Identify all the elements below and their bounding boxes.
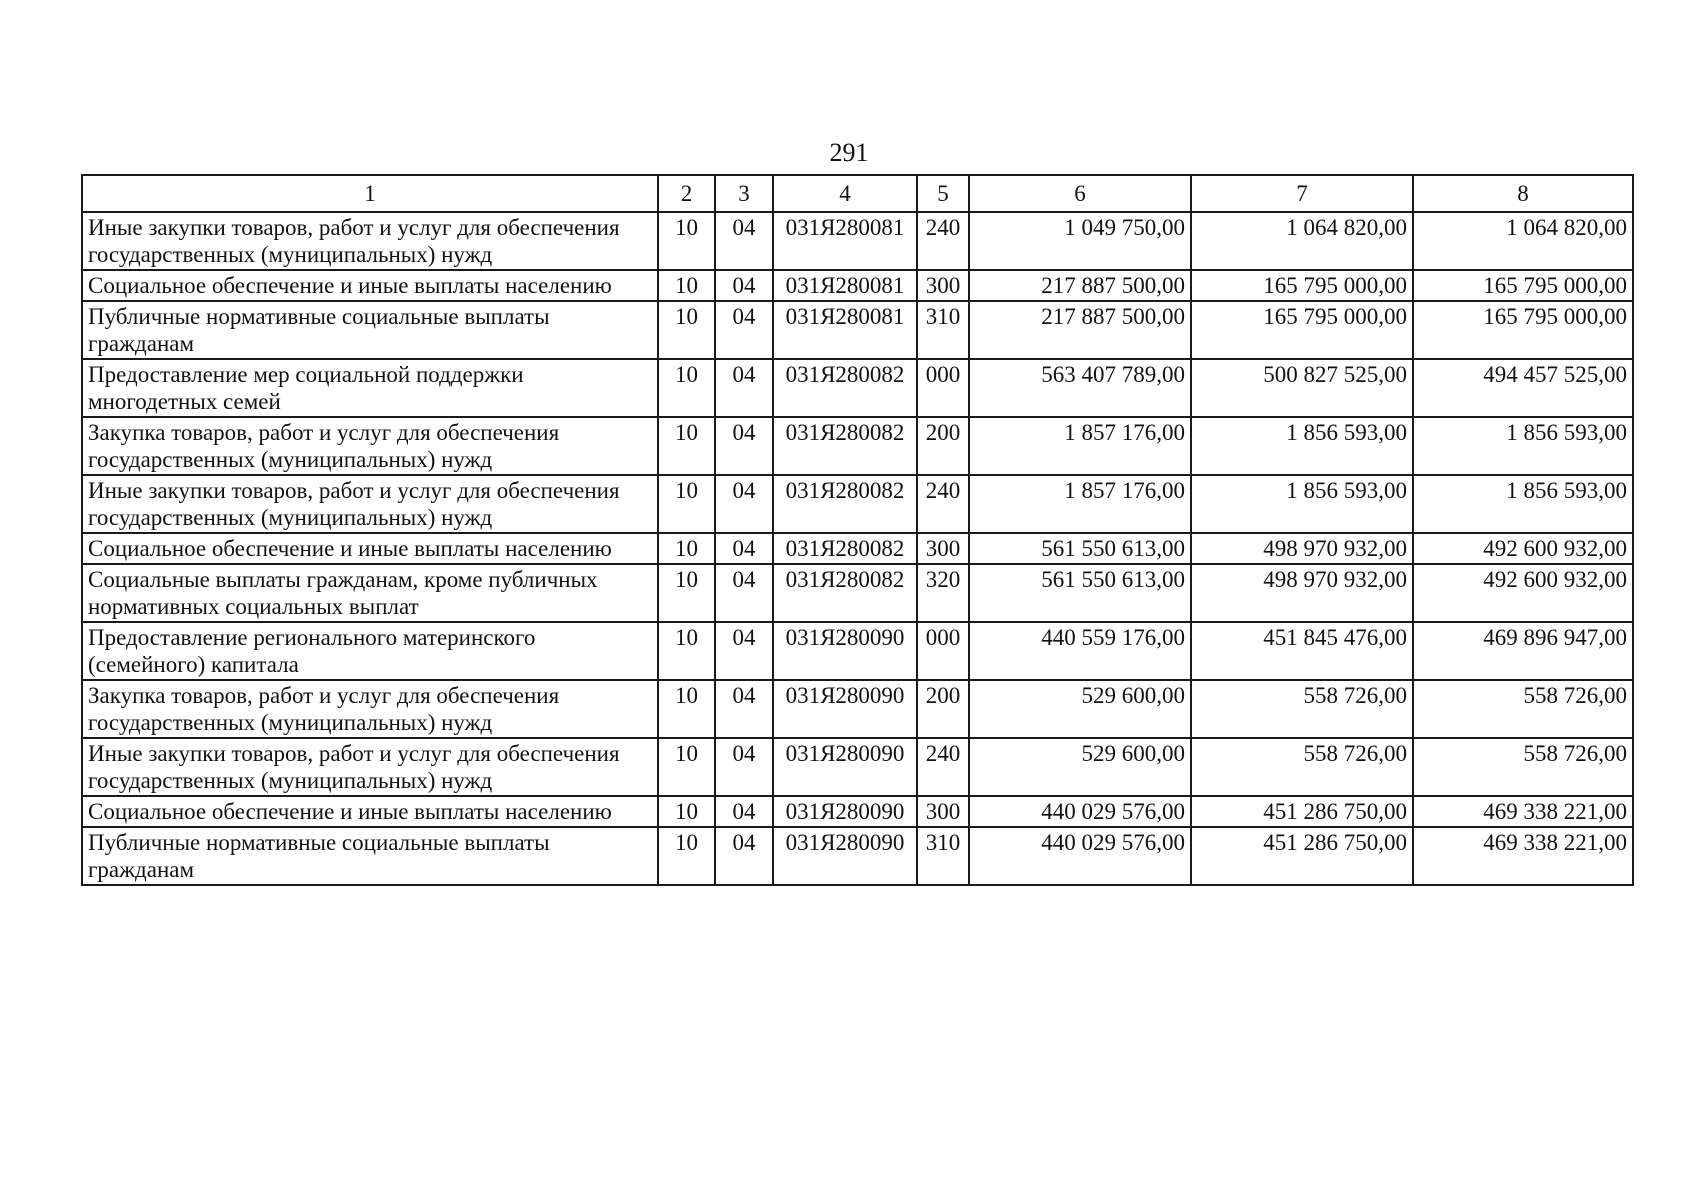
subsection-code-cell: 04 xyxy=(715,270,773,301)
expense-name-cell: Иные закупки товаров, работ и услуг для обеспечения государственных (муниципальных) нужд xyxy=(82,475,658,533)
section-code-cell: 10 xyxy=(658,533,715,564)
target-article-cell: 031Я280090 xyxy=(773,796,917,827)
amount-col6-cell: 563 407 789,00 xyxy=(969,359,1191,417)
expense-name-cell: Социальное обеспечение и иные выплаты населению xyxy=(82,796,658,827)
table-row xyxy=(82,622,1633,680)
column-header: 4 xyxy=(773,175,917,212)
expense-name-cell: Социальное обеспечение и иные выплаты населению xyxy=(82,533,658,564)
amount-col7-cell: 500 827 525,00 xyxy=(1191,359,1413,417)
section-code-cell: 10 xyxy=(658,564,715,622)
expense-name-cell: Предоставление регионального материнского (семейного) капитала xyxy=(82,622,658,680)
target-article-cell: 031Я280090 xyxy=(773,827,917,885)
expense-type-cell: 240 xyxy=(917,475,969,533)
budget-table xyxy=(81,174,1634,886)
amount-col8-cell: 558 726,00 xyxy=(1413,680,1633,738)
expense-name-cell: Закупка товаров, работ и услуг для обеспечения государственных (муниципальных) нужд xyxy=(82,417,658,475)
expense-type-cell: 200 xyxy=(917,680,969,738)
expense-type-cell: 200 xyxy=(917,417,969,475)
target-article-cell: 031Я280082 xyxy=(773,417,917,475)
amount-col6-cell: 217 887 500,00 xyxy=(969,301,1191,359)
expense-name-cell: Иные закупки товаров, работ и услуг для обеспечения государственных (муниципальных) нужд xyxy=(82,738,658,796)
amount-col7-cell: 165 795 000,00 xyxy=(1191,270,1413,301)
table-row xyxy=(82,417,1633,475)
section-code-cell: 10 xyxy=(658,827,715,885)
table-row xyxy=(82,564,1633,622)
amount-col8-cell: 494 457 525,00 xyxy=(1413,359,1633,417)
expense-name-cell: Социальные выплаты гражданам, кроме публичных нормативных социальных выплат xyxy=(82,564,658,622)
target-article-cell: 031Я280090 xyxy=(773,622,917,680)
expense-name-cell: Публичные нормативные социальные выплаты гражданам xyxy=(82,301,658,359)
table-row xyxy=(82,796,1633,827)
amount-col7-cell: 558 726,00 xyxy=(1191,680,1413,738)
target-article-cell: 031Я280082 xyxy=(773,475,917,533)
expense-type-cell: 320 xyxy=(917,564,969,622)
amount-col8-cell: 492 600 932,00 xyxy=(1413,564,1633,622)
table-row xyxy=(82,359,1633,417)
amount-col7-cell: 451 286 750,00 xyxy=(1191,796,1413,827)
table-body xyxy=(82,212,1633,885)
subsection-code-cell: 04 xyxy=(715,533,773,564)
target-article-cell: 031Я280082 xyxy=(773,359,917,417)
amount-col6-cell: 1 049 750,00 xyxy=(969,212,1191,270)
amount-col6-cell: 529 600,00 xyxy=(969,680,1191,738)
amount-col7-cell: 1 856 593,00 xyxy=(1191,417,1413,475)
section-code-cell: 10 xyxy=(658,680,715,738)
expense-name-cell: Закупка товаров, работ и услуг для обеспечения государственных (муниципальных) нужд xyxy=(82,680,658,738)
section-code-cell: 10 xyxy=(658,270,715,301)
subsection-code-cell: 04 xyxy=(715,738,773,796)
column-header: 5 xyxy=(917,175,969,212)
amount-col6-cell: 529 600,00 xyxy=(969,738,1191,796)
amount-col6-cell: 440 559 176,00 xyxy=(969,622,1191,680)
section-code-cell: 10 xyxy=(658,738,715,796)
amount-col8-cell: 165 795 000,00 xyxy=(1413,301,1633,359)
table-row xyxy=(82,212,1633,270)
amount-col7-cell: 498 970 932,00 xyxy=(1191,533,1413,564)
expense-name-cell: Социальное обеспечение и иные выплаты населению xyxy=(82,270,658,301)
subsection-code-cell: 04 xyxy=(715,827,773,885)
section-code-cell: 10 xyxy=(658,475,715,533)
expense-name-cell: Предоставление мер социальной поддержки многодетных семей xyxy=(82,359,658,417)
section-code-cell: 10 xyxy=(658,359,715,417)
amount-col6-cell: 440 029 576,00 xyxy=(969,827,1191,885)
amount-col7-cell: 1 856 593,00 xyxy=(1191,475,1413,533)
amount-col8-cell: 469 896 947,00 xyxy=(1413,622,1633,680)
amount-col7-cell: 1 064 820,00 xyxy=(1191,212,1413,270)
section-code-cell: 10 xyxy=(658,301,715,359)
amount-col7-cell: 558 726,00 xyxy=(1191,738,1413,796)
amount-col8-cell: 469 338 221,00 xyxy=(1413,796,1633,827)
column-header: 2 xyxy=(658,175,715,212)
section-code-cell: 10 xyxy=(658,622,715,680)
table-row xyxy=(82,533,1633,564)
target-article-cell: 031Я280090 xyxy=(773,738,917,796)
expense-name-cell: Иные закупки товаров, работ и услуг для обеспечения государственных (муниципальных) нужд xyxy=(82,212,658,270)
amount-col6-cell: 1 857 176,00 xyxy=(969,475,1191,533)
subsection-code-cell: 04 xyxy=(715,564,773,622)
subsection-code-cell: 04 xyxy=(715,475,773,533)
column-header: 1 xyxy=(82,175,658,212)
amount-col6-cell: 561 550 613,00 xyxy=(969,533,1191,564)
target-article-cell: 031Я280081 xyxy=(773,270,917,301)
subsection-code-cell: 04 xyxy=(715,301,773,359)
section-code-cell: 10 xyxy=(658,417,715,475)
column-header: 6 xyxy=(969,175,1191,212)
amount-col6-cell: 561 550 613,00 xyxy=(969,564,1191,622)
amount-col8-cell: 492 600 932,00 xyxy=(1413,533,1633,564)
expense-name-cell: Публичные нормативные социальные выплаты гражданам xyxy=(82,827,658,885)
target-article-cell: 031Я280081 xyxy=(773,212,917,270)
amount-col7-cell: 165 795 000,00 xyxy=(1191,301,1413,359)
expense-type-cell: 000 xyxy=(917,622,969,680)
subsection-code-cell: 04 xyxy=(715,680,773,738)
amount-col8-cell: 1 856 593,00 xyxy=(1413,417,1633,475)
subsection-code-cell: 04 xyxy=(715,796,773,827)
subsection-code-cell: 04 xyxy=(715,622,773,680)
expense-type-cell: 300 xyxy=(917,270,969,301)
page-number: 291 xyxy=(829,138,869,167)
amount-col7-cell: 451 845 476,00 xyxy=(1191,622,1413,680)
expense-type-cell: 240 xyxy=(917,212,969,270)
expense-type-cell: 000 xyxy=(917,359,969,417)
amount-col6-cell: 1 857 176,00 xyxy=(969,417,1191,475)
header-row xyxy=(82,175,1633,212)
amount-col8-cell: 165 795 000,00 xyxy=(1413,270,1633,301)
expense-type-cell: 300 xyxy=(917,796,969,827)
expense-type-cell: 300 xyxy=(917,533,969,564)
amount-col6-cell: 440 029 576,00 xyxy=(969,796,1191,827)
table-row xyxy=(82,270,1633,301)
section-code-cell: 10 xyxy=(658,796,715,827)
column-header: 7 xyxy=(1191,175,1413,212)
table-row xyxy=(82,475,1633,533)
expense-type-cell: 310 xyxy=(917,827,969,885)
target-article-cell: 031Я280082 xyxy=(773,564,917,622)
amount-col7-cell: 451 286 750,00 xyxy=(1191,827,1413,885)
target-article-cell: 031Я280081 xyxy=(773,301,917,359)
amount-col8-cell: 558 726,00 xyxy=(1413,738,1633,796)
amount-col6-cell: 217 887 500,00 xyxy=(969,270,1191,301)
subsection-code-cell: 04 xyxy=(715,212,773,270)
target-article-cell: 031Я280082 xyxy=(773,533,917,564)
column-header: 3 xyxy=(715,175,773,212)
expense-type-cell: 240 xyxy=(917,738,969,796)
table-row xyxy=(82,827,1633,885)
target-article-cell: 031Я280090 xyxy=(773,680,917,738)
subsection-code-cell: 04 xyxy=(715,359,773,417)
column-header: 8 xyxy=(1413,175,1633,212)
section-code-cell: 10 xyxy=(658,212,715,270)
table-row xyxy=(82,738,1633,796)
amount-col8-cell: 1 856 593,00 xyxy=(1413,475,1633,533)
table-row xyxy=(82,680,1633,738)
amount-col8-cell: 1 064 820,00 xyxy=(1413,212,1633,270)
table-row xyxy=(82,301,1633,359)
amount-col7-cell: 498 970 932,00 xyxy=(1191,564,1413,622)
expense-type-cell: 310 xyxy=(917,301,969,359)
amount-col8-cell: 469 338 221,00 xyxy=(1413,827,1633,885)
subsection-code-cell: 04 xyxy=(715,417,773,475)
